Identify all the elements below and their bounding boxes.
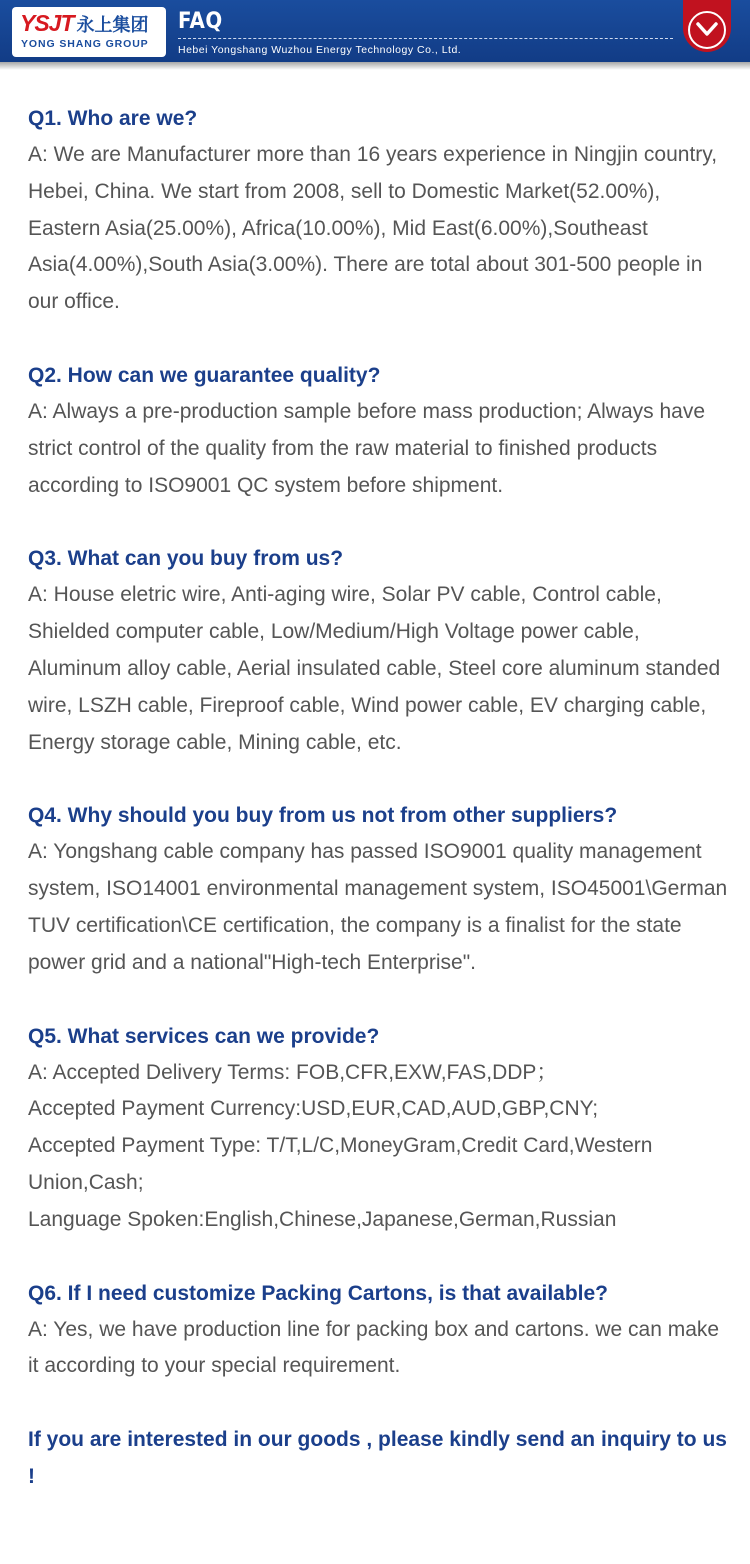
faq-question: Q4. Why should you buy from us not from other suppliers? — [28, 804, 618, 828]
faq-question: Q5. What services can we provide? — [28, 1024, 380, 1048]
page-title: FAQ — [178, 9, 223, 34]
logo-mark: YSJT — [20, 10, 74, 36]
faq-answer: A: Yongshang cable company has passed ISO9001 quality management system, ISO14001 environmental management system, ISO45001\German TUV certification\CE certification, the company is a finalist for the state power grid and a national"High-tech Enterprise". — [28, 840, 728, 974]
faq-item-q3 — [28, 540, 728, 761]
faq-answer-payment-type: Accepted Payment Type: T/T,L/C,MoneyGram,Credit Card,Western Union,Cash; — [28, 1134, 653, 1194]
page-header — [0, 0, 750, 62]
faq-answer-delivery-terms: A: Accepted Delivery Terms: FOB,CFR,EXW,FAS,DDP； — [28, 1060, 558, 1084]
faq-answer: A: House eletric wire, Anti-aging wire, Solar PV cable, Control cable, Shielded computer cable, Low/Medium/High Voltage power cable, Aluminum alloy cable, Aerial insulated cable, Steel core aluminum standed wire, LSZH cable, Fireproof cable, Wind power cable, EV charging cable, Energy storage cable, Mining cable, etc. — [28, 583, 721, 754]
faq-item-q6 — [28, 1275, 728, 1386]
faq-answer-language: Language Spoken:English,Chinese,Japanese,German,Russian — [28, 1207, 617, 1231]
faq-item-q4 — [28, 797, 728, 981]
faq-item-q1 — [28, 100, 728, 321]
header-divider — [178, 38, 673, 39]
scroll-down-button[interactable] — [683, 0, 731, 52]
inquiry-call-to-action: If you are interested in our goods , please kindly send an inquiry to us ! — [28, 1428, 727, 1489]
faq-question: Q3. What can you buy from us? — [28, 547, 344, 571]
faq-content — [28, 100, 728, 1495]
faq-answer: A: Always a pre-production sample before mass production; Always have strict control of the quality from the raw material to finished products according to ISO9001 QC system before shipment. — [28, 399, 706, 497]
faq-answer-payment-currency: Accepted Payment Currency:USD,EUR,CAD,AUD,GBP,CNY; — [28, 1097, 599, 1121]
faq-answer: A: We are Manufacturer more than 16 years experience in Ningjin country, Hebei, China. We start from 2008, sell to Domestic Market(52.00%), Eastern Asia(25.00%), Africa(10.00%), Mid East(6.00%),Southeast Asia(4.00%),South Asia(3.00%). There are total about 301-500 people in our office. — [28, 143, 718, 314]
logo-subtitle: YONG SHANG GROUP — [21, 38, 149, 50]
header-shadow — [0, 62, 750, 70]
faq-question: Q2. How can we guarantee quality? — [28, 363, 381, 387]
faq-item-q2 — [28, 357, 728, 504]
company-name: Hebei Yongshang Wuzhou Energy Technology Co., Ltd. — [178, 44, 462, 56]
company-logo[interactable] — [12, 7, 166, 57]
faq-answer: A: Yes, we have production line for packing box and cartons. we can make it according to your special requirement. — [28, 1317, 720, 1378]
chevron-down-icon — [688, 11, 726, 49]
faq-item-q5 — [28, 1018, 728, 1239]
logo-chinese-name: 永上集团 — [76, 15, 149, 36]
faq-question: Q6. If I need customize Packing Cartons, is that available? — [28, 1281, 609, 1305]
faq-question: Q1. Who are we? — [28, 107, 198, 130]
